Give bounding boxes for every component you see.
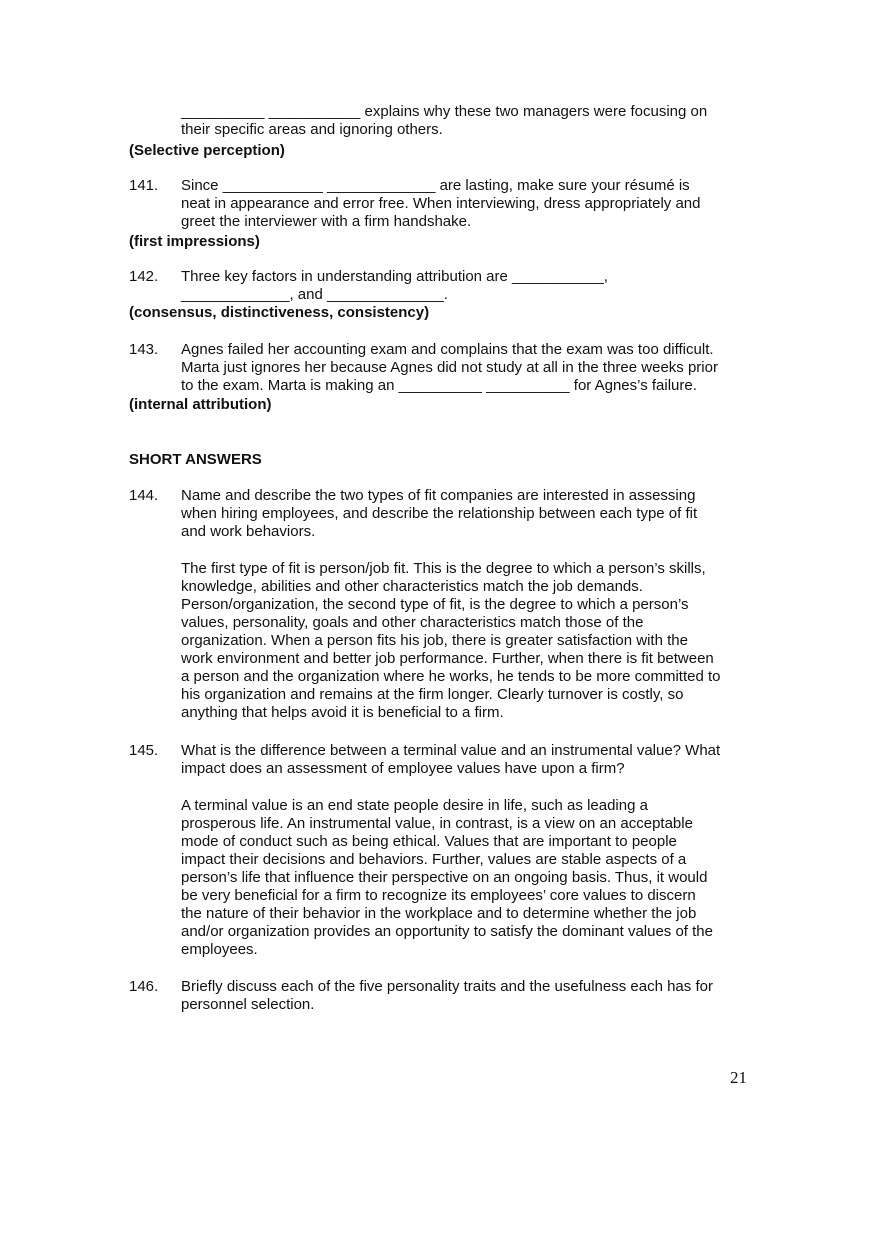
q140-answer: (Selective perception) — [129, 142, 285, 159]
q146-question — [181, 978, 761, 1014]
q143-answer: (internal attribution) — [129, 396, 272, 413]
q144-answer-line: values, personality, goals and other characteristics match those of the — [181, 614, 644, 631]
q142-text — [181, 268, 761, 304]
q143-text — [181, 341, 761, 395]
q141-text — [181, 177, 761, 231]
q145-answer-line: impact their decisions and behaviors. Further, values are stable aspects of a — [181, 851, 687, 868]
q145-answer-line: and/or organization provides an opportunity to satisfy the dominant values of the — [181, 923, 713, 940]
q144-answer-line: work environment and better job performance. Further, when there is fit between — [181, 650, 714, 667]
q145-question-line: impact does an assessment of employee values have upon a firm? — [181, 760, 625, 777]
q144-answer-line: organization. When a person fits his job, there is greater satisfaction with the — [181, 632, 688, 649]
q142-line: Three key factors in understanding attribution are ___________, — [181, 268, 608, 285]
q141-line: neat in appearance and error free. When interviewing, dress appropriately and — [181, 195, 701, 212]
q144-answer-line: his organization and remains at the firm longer. Clearly turnover is costly, so — [181, 686, 684, 703]
q145-answer-line: be very beneficial for a firm to recognize its employees’ core values to discern — [181, 887, 696, 904]
q144-number: 144. — [129, 487, 159, 504]
q140-text — [181, 103, 761, 139]
q144-answer — [181, 560, 761, 722]
q145-answer-line: employees. — [181, 941, 258, 958]
q142-line: _____________, and ______________. — [181, 286, 448, 303]
q144-question-line: when hiring employees, and describe the relationship between each type of fit — [181, 505, 698, 522]
q145-number: 145. — [129, 742, 159, 759]
q143-number: 143. — [129, 341, 159, 358]
q146-number: 146. — [129, 978, 159, 995]
q140-line: __________ ___________ explains why these two managers were focusing on — [181, 103, 708, 120]
q142-answer: (consensus, distinctiveness, consistency) — [129, 304, 430, 321]
q144-answer-line: a person and the organization where he works, he tends to be more committed to — [181, 668, 721, 685]
q143-line: Agnes failed her accounting exam and complains that the exam was too difficult. — [181, 341, 714, 358]
q141-line: Since ____________ _____________ are lasting, make sure your résumé is — [181, 177, 690, 194]
q144-answer-line: Person/organization, the second type of fit, is the degree to which a person’s — [181, 596, 689, 613]
q142-number: 142. — [129, 268, 159, 285]
q143-line: to the exam. Marta is making an __________ __________ for Agnes’s failure. — [181, 377, 697, 394]
q144-question-line: Name and describe the two types of fit companies are interested in assessing — [181, 487, 696, 504]
q145-answer — [181, 797, 761, 959]
section-heading: SHORT ANSWERS — [129, 451, 262, 468]
page-number: 21 — [730, 1068, 747, 1087]
q145-answer-line: mode of conduct such as being ethical. Values that are important to people — [181, 833, 677, 850]
q145-answer-line: prosperous life. An instrumental value, in contrast, is a view on an acceptable — [181, 815, 693, 832]
q145-question-line: What is the difference between a terminal value and an instrumental value? What — [181, 742, 721, 759]
q145-answer-line: the nature of their behavior in the workplace and to determine whether the job — [181, 905, 697, 922]
q144-question — [181, 487, 761, 541]
q146-question-line: Briefly discuss each of the five personality traits and the usefulness each has for — [181, 978, 713, 995]
q145-answer-line: A terminal value is an end state people desire in life, such as leading a — [181, 797, 648, 814]
q145-question — [181, 742, 761, 778]
q140-line: their specific areas and ignoring others. — [181, 121, 443, 138]
q141-number: 141. — [129, 177, 159, 194]
q141-line: greet the interviewer with a firm handshake. — [181, 213, 472, 230]
q144-answer-line: anything that helps avoid it is beneficial to a firm. — [181, 704, 504, 721]
q144-answer-line: The first type of fit is person/job fit. This is the degree to which a person’s skills, — [181, 560, 706, 577]
q145-answer-line: person’s life that influence their perspective on an ongoing basis. Thus, it would — [181, 869, 708, 886]
q143-line: Marta just ignores her because Agnes did not study at all in the three weeks prior — [181, 359, 718, 376]
q144-question-line: and work behaviors. — [181, 523, 316, 540]
q146-question-line: personnel selection. — [181, 996, 315, 1013]
q141-answer: (first impressions) — [129, 233, 260, 250]
q144-answer-line: knowledge, abilities and other characteristics match the job demands. — [181, 578, 643, 595]
